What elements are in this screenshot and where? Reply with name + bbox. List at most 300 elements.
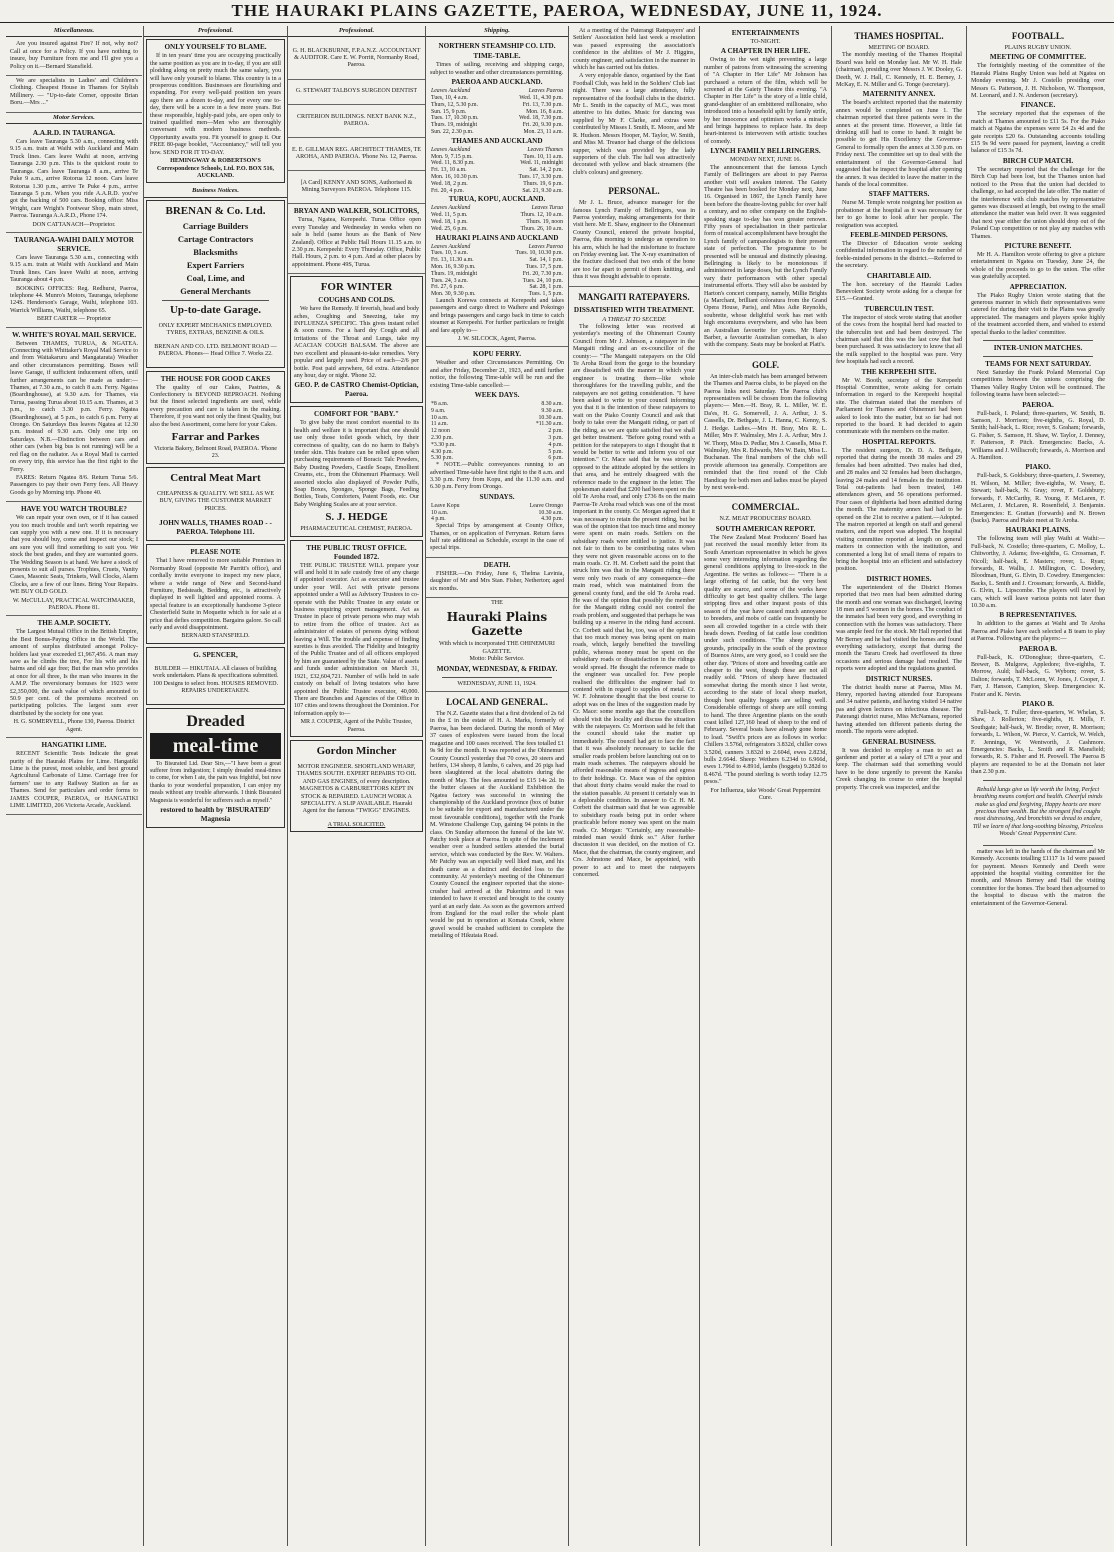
timetable-row bbox=[430, 449, 564, 456]
personal-article bbox=[569, 181, 699, 286]
timetable-cell: 8.30 a.m. bbox=[541, 401, 563, 407]
timetable-cell: Sat. 14, 1 p.m. bbox=[529, 257, 563, 264]
article-body: An inter-club match has been arranged between the Thames and Paeroa clubs, to be played on the Paeroa links next Saturday. The Paeroa club's representatives will be chosen from the following players:— Men.—H. Bray, R. L. Miller, W. E. Da'es, H. G. Somervell, J. A. Arthur, J. S. Cassells, Dr. Bethgate, J. L. Hanna, C. Kenny, S. J. Hedge. Ladies.—Mrs H. Bray, Mrs R. L. Miller, Mrs F. Walmsley, Mrs J. A. Arthur, Mrs J. W. Thorp, Miss D. Pedlar, Mrs J. Cassells, Miss F. Walmsley, Mrs R. Edwards, Mrs W. Bain, Miss L. Buchanan. The final numbers of the club will provide afternoon tea generally. Competitors are reminded that the first round of the Club Handicap for both men and ladies must be played by next week-end. bbox=[704, 373, 827, 491]
ad-title: Up-to-date Garage. bbox=[169, 303, 262, 316]
article-body: The hon. secretary of the Hauraki Ladies Benevolent Society wrote asking for a cheque for £15.—Granted. bbox=[836, 281, 962, 303]
timetable-header-row bbox=[430, 205, 564, 212]
business-card bbox=[288, 138, 425, 171]
timetable-heading: SUNDAYS. bbox=[479, 492, 515, 501]
timetable-cell: 4 p.m. bbox=[548, 441, 563, 448]
timetable-cell: Thurs. 12, 10 a.m. bbox=[520, 212, 563, 219]
timetable-cell: Tues. 24, 10 p.m. bbox=[522, 277, 563, 284]
ad-title: Central Meat Mart bbox=[170, 471, 261, 484]
ad-text: We can repair your own own, or if it has caused you too much trouble and isn't worth repairing we can supply you with a new one. If it is necessary that you should buy, come and inspect our stock; I am sure you will find something to suit you. We stock the best grades, and they are warranted goers. The Wedding Season is at hand. We have a stock of presents to suit all purses. Trophies, Cruets, Vanity Cases, Masonic Seats, Trinkets, Wall Clocks, Alarm Clocks, are a few of our lines. Bring Your Repairs. WE BUY OLD GOLD. bbox=[10, 515, 138, 596]
ad-signature: W. McCULLAY, PRACTICAL WATCHMAKER, PAEROA. Phone 81. bbox=[12, 597, 136, 611]
kopu-ferry-timetable bbox=[426, 347, 568, 557]
golf-article bbox=[700, 355, 831, 498]
ladies-clothing-ad bbox=[6, 76, 142, 113]
subsection-title: MEETING OF COMMITTEE. bbox=[989, 53, 1087, 62]
subsection-title: PICTURE BENEFIT. bbox=[1004, 241, 1072, 250]
timetable-cell: Leaves Thames bbox=[527, 146, 563, 153]
team-list: Full-back, S. Goldsbury; three-quarters, J. Sweeney, H. Wilson, M. Miller; five-eighths, W. Vesey, E. Stewart; half-back, N. Gray; rover, F. Goldsbury; forwards, F. McCarthy, R. Young, F. McLaren, F. McLaren, J. McLaren, R. Rosenfield, J. Benjamin. Emergencies: E. Grattan (forwards) and N. Brown (backs). Paeroa and Piako meet at Te Aroha. bbox=[971, 473, 1105, 524]
nameplate-the: THE bbox=[491, 600, 503, 607]
verse-ad: Rebuild lungs give us life worth the living, Perfect breathing means comfort and health. Cheerful minds make us glad and forgiving, Happy hearts are more precious than wealth. But the strongest find coughs most distressing, And bronchitis we dread to endure, Till we learn of that long-soothing blessing, Priceless Woods' Great Peppermint Cure. bbox=[972, 786, 1104, 838]
column-heading: Professional. bbox=[288, 26, 425, 37]
ad-text: Cars leave Tauranga 5.30 a.m., connecting with 9.15 a.m. train at Waihi with Auckland and Main Truck lines. Cars leave Waihi at noon, arriving Tauranga 2.30 p.m. This is the quickest route to Tauranga. Cars leave Tauranga 8 a.m., arrive Te Puke 9 a.m., arrive Rotorua 12 noon. Cars leave Rotorua 1.30 p.m., arrive Te Puke 4 p.m., arrive Tauranga 5 p.m. When you ride A.A.R.D. you've got the backing of 500 cars. Booking office: Miss Wright, care Wright's Footwear Shop, main street, Paeroa. Tauranga A.A.R.D., Phone 174. bbox=[10, 139, 138, 220]
ad-title: BRYAN AND WALKER, SOLICITORS, bbox=[293, 207, 420, 216]
subsection-title: GENERAL BUSINESS. bbox=[862, 737, 936, 746]
ad-title: THE PUBLIC TRUST OFFICE. Founded 1872. bbox=[306, 543, 407, 561]
timetable-cell: Mon. 9, 7.15 p.m. bbox=[431, 153, 473, 160]
card-text: CRITERION BUILDINGS. NEXT BANK N.Z., PAEROA. bbox=[296, 113, 417, 127]
timetable-cell: Leaves Auckland bbox=[431, 205, 471, 212]
timetable-table bbox=[430, 244, 564, 298]
timetable-row bbox=[430, 257, 564, 264]
timetable-note: Weather and other Circumstances Permitting. On and after Friday, December 21, 1923, and until further notice, the following Time-table will be run and the existing Time-table cancelled:— bbox=[430, 360, 564, 389]
timetable-header-row bbox=[430, 244, 564, 251]
ad-text: BUILDER — HIKUTAIA. All classes of building work undertaken. Plans & specifications submitted. 100 Designs to select from. HOUSES REMOVED. REPAIRS UNDERTAKEN. bbox=[152, 665, 279, 695]
column-heading: Shipping. bbox=[426, 26, 568, 37]
service-line: Coal, Lime, and bbox=[186, 272, 245, 283]
timetable-row bbox=[430, 167, 564, 174]
entertainments-section bbox=[700, 26, 831, 355]
article-headline: A CHAPTER IN HER LIFE. bbox=[720, 47, 811, 56]
timetable-row bbox=[430, 264, 564, 271]
column-professional bbox=[143, 26, 287, 1546]
timetable-cell: 2.30 p.m. bbox=[431, 434, 453, 441]
ad-text: Turua, Ngatea, Kerepeehi. Turua Office open every Tuesday and Wednesday in weeks when no sale is held (same hours as the Bank of New Zealand). Office at Public Hall Hours 11.15 a.m. to 2.30 p.m. Kerepeehi: Every Thursday. Office, Public Hall. Hours, 2 p.m. to 4 p.m. And at other places by appointment. Phone 49S, Turua. bbox=[292, 217, 421, 268]
timetable-cell: Sun. 22, 2.30 p.m. bbox=[431, 129, 474, 135]
team-list: Full-back, T. Fuller; three-quarters, W. Whelan, S. Shaw, J. Rollerton; five-eighths, H. Mills, F. Southgate; half-back, W. Brodie; rover, R. Morrison; forwards, L. Wilson, W. Pierce, V. Carrick, W. Welch, F. Jennings, W. Wentworth, J. Cashmore. Emergencies: Backs, L. Smith and R. Mansfield; forwards, R. S. Fisher and H. Peowell. The Paeroa B players are requested to be at the Domain not later than 2.30 p.m. bbox=[971, 710, 1105, 776]
column-hospital bbox=[831, 26, 966, 1546]
timetable-cell: 5 p.m. bbox=[548, 448, 563, 455]
article-body: The monthly meeting of the Thames Hospital Board was held on Monday last. Mr W. H. Hale (chairman), presiding over Messrs J. W. Dooley, G. Deeth, W. J. Hall, C. Kennedy, H. E. Berney, J. McKay, E. N. Miller and G. Tonge (secretary). bbox=[836, 52, 962, 89]
article-body: The resident surgeon, Dr. D. A. Bethgate, reported that during the month 38 males and 29 females had been admitted. Two males had died, and 28 males and 32 females had been discharges, leaving 24 males and 14 females in the institution. Total out-patients had been treated, 149 attendances given, and 56 operations performed. Four cases of diphtheria had been admitted during the month. The maternity annex had had to be opened on the 21st to receive a patient.—Adopted. The matron reported at length on staff and general matters, and the report was adopted. The hospital visiting committee reported at length on general matters in connection with the institution, and commented a long list of small items of repairs to bring the hospital into an efficient and satisfactory position. bbox=[836, 447, 962, 573]
timetable-row bbox=[430, 284, 564, 291]
timetable-cell: Sat. 28, 1 p.m. bbox=[529, 284, 563, 291]
timetable-note: * NOTE.—Public conveyances running to an advertised Time-table have first right to the 8 a.m. and 3.30 p.m. Ferry from Kopu, and the 11.30 a.m. and 6.30 p.m. Ferry from Orongo. bbox=[430, 462, 564, 491]
ad-signature: BERT CARTER — Proprietor bbox=[36, 316, 112, 323]
ad-text: Cars leave Tauranga 5.30 a.m., connecting with 9.15 a.m. train at Waihi with Auckland and Main Trunk lines. Cars leave Waihi at noon, arriving Tauranga about 4 p.m. bbox=[10, 254, 138, 284]
timetable-row bbox=[430, 421, 564, 428]
article-body: The announcement that the famous Lynch Family of Bellringers are about to pay Paeroa another visit will awaken interest. The Gaiety Theatre has been booked for Monday next, June 16. Organised in 1867, the Lynch Family have been before the theatre-loving public for over half a century, and no other company on the English-speaking stage to-day has won greater renown. Fifty years of specialisation in their particular form of musical accomplishment have brought the Lynch family of campanologists to their present state of perfection. The programme to be presented will be unusual and distinctly pleasing. Bellringing is likely to be monotonous if administered in large doses, but the Lynch Family vary their performances with other special instrumental efforts. They will also be assisted by Harton's concert company, namely, Millie Brights (a Marchant, brilliant coloratura from the Grand Opera House, Paris), and Miss Adie Reynolds, soubrette, whose delightful work has met with high encomiums everywhere, and who has been an Australian favourite for years. Mr Harry Barber, a favourite Australian comedian, is also with the company. Seats may be booked at Platt's. bbox=[704, 164, 827, 349]
team-list: The following team will play Waihi at Waihi:— Full-back, N. Costello; three-quarters, C. Molloy, L. Chitworthy, J. Adams; five-eighths, G. Crossman, F. Nicoll; half-back, E. Masters; rover, L. Ryan; forwards, R. Wallis, J. Millington, C. Dowdery, Bloodman, Hunt, G. Elvin, D. Cowdrey. Emergencies: Backs, L. Smith and J. Crossman; forwards, A. Biddle, G. Elvin, L. Lipscombe. The players will travel by cars, which will leave various points not later than 10.30 a.m. bbox=[971, 536, 1105, 609]
article-body: In addition to the games at Waihi and Te Aroha Paeroa and Piako have each selected a B team to play at Paeroa. Following are the players:— bbox=[971, 621, 1105, 643]
ad-text: To Bisurated Ltd. Dear Sirs,—"I have been a great sufferer from indigestion; I simply dreaded meal-times to come, for when I ate, the pain was frightful, but now thanks to your wonderful preparation, I can enjoy my meals without any trouble afterwards. I think Bisurated Magnesia is wonderful for sufferers such as myself." bbox=[150, 760, 281, 804]
timetable-cell: 9.30 a.m. bbox=[541, 407, 563, 414]
ad-text: MOTOR ENGINEER. SHORTLAND WHARF, THAMES SOUTH. EXPERT REPAIRS TO OIL AND GAS ENGINES, of every description. MAGNETOS & CARBURETTORS KEPT IN STOCK & REPAIRED. LAUNCH WORK A SPECIALITY. A SLIP AVAILABLE. Hauraki Agent for the famous "TWIGG" ENGINES. bbox=[296, 764, 417, 815]
ad-text: We have the Remedy. If feverish, head and body aches, Coughing and Sneezing, take my INFLUENZA SPECIFIC. This gives instant relief & soon cures. For a hard dry Cough and all irritations of the Throat and Lungs, take my ACACIAN COUGH BALSAM. The above are two excellent and pleasant-to-take remedies. Very popular and largely used. Price of each—2/6 per bottle. Post paid anywhere, 6d extra. Attendance any hour, day or night. 'Phone 32. bbox=[294, 306, 419, 379]
article-subheadline: N.Z. MEAT PRODUCERS' BOARD. bbox=[719, 516, 812, 523]
mangaiti-article bbox=[569, 287, 699, 884]
solicitors-ad bbox=[288, 204, 425, 274]
ad-text: To give baby the most comfort essential to its health and welfare it is important that one should use only those toilet goods which, by their correctness of quality, can do no harm to Baby's tender skin. This feature can be relied upon when purchasing requirements of Boracic Talc Powders, Baby Dusting Powders, Castile Soaps, Emollient Creams, etc., from the Ohinemuri Pharmacy. Well assorted stocks also displayed of Powder Puffs, Soap Boxes, Sponges, Sponge Bags, Feeding Bottles, Teats, Comforters, Patent Foods, etc. Our Baby Weighing Scales are at your service. bbox=[294, 420, 419, 508]
timetable-cell: Tues. 24, 3 a.m. bbox=[431, 277, 468, 284]
article-subheadline: DISSATISFIED WITH TREATMENT. bbox=[573, 305, 695, 314]
issue-date: WEDNESDAY, JUNE 11, 1924. bbox=[457, 680, 537, 687]
article-body: It was decided to employ a man to act as gardener and porter at a salary of £78 a year and keep. The chairman said that something would have to be done urgently to prevent the Karaka Creek changing its course to enter the hospital property. The creek was inspected, and the bbox=[836, 747, 962, 791]
timetable-row bbox=[430, 401, 564, 408]
article-body: The secretary reported that the expenses of the match at Thames amounted to £11 5s. For the Piako match at Ngatea the expenses were £4 2s 4d and the gate receipts £20 6s. Outstanding accounts totalling £15 9s 9d were passed for payment, leaving a credit balance of £15 3s 7d. bbox=[971, 111, 1105, 155]
ad-signature: A TRIAL SOLICITED. bbox=[327, 821, 386, 828]
timetable-cell: *11.30 a.m. bbox=[535, 421, 563, 428]
nameplate-title: Hauraki Plains Gazette bbox=[446, 610, 548, 639]
article-headline: LYNCH FAMILY BELLRINGERS. bbox=[710, 147, 821, 156]
timetable-cell: 3 p.m. bbox=[548, 434, 563, 441]
article-subheadline: SOUTH AMERICAN REPORT. bbox=[715, 524, 816, 533]
ad-text: Are you insured against Fire? If not, why not? Call at once for a Policy. If you have nothing to insure, buy Furniture from me and I'll give you a Policy on it.—Bernard Stansfield. bbox=[10, 41, 138, 70]
article-body: matter was left in the hands of the chairman and Mr Kennedy. Accounts totalling £1117 1s 1d were passed for payment. Messrs Kennedy and Deeth were appointed the hospital visiting committee for the month, and Messrs Berney and Hall the visiting committee for the homes. The board then adjourned to the hospital to discuss with the matron the entertainment of the Governor-General. bbox=[971, 848, 1105, 907]
timetable-cell: 10.30 a.m. bbox=[538, 414, 563, 421]
timetable-cell: Wed. 18, 2 p.m. bbox=[431, 180, 468, 187]
ad-title: HANGATIKI LIME. bbox=[41, 741, 107, 750]
timetable-cell: Leaves Auckland bbox=[431, 243, 471, 250]
article-body: At a meeting of the Paterangi Ratepayers' and Settlers' Association held last week a resolution was passed expressing the association's confidence in the abilities of Mr J. Higgins, county engineer, and satisfaction in the manner in which he has carried out his duties. bbox=[573, 28, 695, 72]
news-items bbox=[569, 26, 699, 181]
ad-title: THE A.M.P. SOCIETY. bbox=[37, 619, 111, 628]
subsection-title: INTER-UNION MATCHES. bbox=[993, 344, 1083, 352]
route-title: THAMES AND AUCKLAND bbox=[451, 136, 543, 145]
ad-signature: DON CATTANACH—Proprietor. bbox=[32, 221, 116, 228]
ad-signature: GEO. P. de CASTRO Chemist-Optician, Paeroa. bbox=[294, 381, 419, 399]
magnesia-ad bbox=[146, 708, 285, 828]
aard-ad bbox=[6, 126, 142, 233]
timetable-cell: Leave Kopu bbox=[431, 502, 460, 509]
article-headline: MANGAITI RATEPAYERS. bbox=[578, 291, 690, 302]
article-body: The district health nurse at Paeroa, Miss M. Henry, reported having attended four Europeans and 34 native patients, and having visited 14 native pas and given lectures on infectious disease. The Paterangi district nurse, Miss McNamara, reported having attended ten different patients during the month. The reports were adopted. bbox=[836, 684, 962, 736]
business-card bbox=[288, 171, 425, 204]
timetable-cell: Thurs. 19, 6 p.m. bbox=[523, 180, 563, 187]
timetable-cell: Wed. 11, 4.30 p.m. bbox=[519, 95, 563, 102]
timetable-cell: Fri. 13, 11.30 a.m. bbox=[431, 257, 474, 264]
ad-signature: PHARMACEUTICAL CHEMIST, PAEROA. bbox=[300, 526, 413, 533]
subsection-title: TEAMS FOR NEXT SATURDAY. bbox=[985, 360, 1091, 368]
timetable-note: Special Trips by arrangement at County Office, Thames, or on application of Ferryman. Return fares half rate additional as Schedule, except in the case of special trips. bbox=[430, 523, 564, 552]
timetable-table bbox=[430, 503, 564, 523]
timetable-header-row bbox=[430, 88, 564, 95]
timetable-cell: 4.30 p.m. bbox=[541, 516, 563, 523]
motor-engineer-ad bbox=[290, 740, 423, 832]
brenan-ad bbox=[146, 200, 285, 368]
subsection-title: HOSPITAL REPORTS. bbox=[862, 437, 936, 446]
ad-text: CHEAPNESS & QUALITY. WE SELL AS WE BUY, GIVING THE CUSTOMER MARKET PRICES. bbox=[156, 490, 275, 512]
section-heading: Motor Services. bbox=[6, 113, 142, 124]
timetable-cell: Wed. 11, 8.30 p.m. bbox=[431, 160, 475, 167]
subsection-title: B REPRESENTATIVES. bbox=[999, 611, 1077, 620]
subsection-title: THE KERPEEHI SITE. bbox=[861, 367, 937, 376]
timetable-cell: Mon. 16, 9.30 p.m. bbox=[431, 263, 476, 270]
nameplate-motto: Motto: Public Service. bbox=[469, 656, 525, 663]
ad-title: HAVE YOU WATCH TROUBLE? bbox=[20, 505, 128, 514]
card-text: G. H. BLACKBURNE, F.P.A.N.Z. ACCOUNTANT & AUDITOR. Care E. W. Porritt, Normanby Road, Paeroa. bbox=[292, 47, 421, 69]
timetable-cell: 10 a.m. bbox=[431, 414, 449, 421]
article-body: Mr J. L. Bruce, advance manager for the famous Lynch Family of Bellringers, was in Paeroa yesterday, making arrangements for their visit here. Mr E. Shaw, engineer to the Ohinemuri County Council, entered the private hospital, Paeroa, this morning to undergo an operation to his arm, which he had the misfortune to fracture on Friday evening last. The X-ray examination of the fracture disclosed that two ends of the bone are too far apart to permit of them knitting, and thus it was thought advisable to operate. bbox=[573, 200, 695, 281]
ad-signature: H. G. SOMERVELL, Phone 130, Paeroa. District Agent. bbox=[13, 719, 135, 733]
article-headline: PERSONAL. bbox=[608, 186, 660, 197]
ad-headline-bar: meal-time bbox=[150, 733, 281, 759]
timetable-heading: TIME-TABLE. bbox=[473, 52, 521, 61]
timetable-table bbox=[430, 401, 564, 462]
notice-text: FISHER.—On Friday, June 6, Thelma Lavinia, daughter of Mr and Mrs Stan. Fisher, Netherton; aged six months. bbox=[430, 570, 564, 592]
timetable-cell: Thurs. 19, noon bbox=[526, 218, 563, 225]
timetable-cell: Leaves Paeroa bbox=[528, 88, 563, 95]
timetable-row bbox=[430, 109, 564, 116]
timetable-row bbox=[430, 212, 564, 219]
subsection-title: FEEBLE-MINDED PERSONS. bbox=[850, 230, 948, 239]
steamship-timetable bbox=[426, 39, 568, 347]
timetable-cell: 12 noon bbox=[431, 428, 450, 435]
gazette-nameplate bbox=[426, 598, 568, 692]
ad-text: THE PUBLIC TRUSTEE WILL prepare your will and hold it in safe custody free of any charge if appointed executor. Act as executor and trustee under your Will. Act with private persons appointed under a Will as Advisory Trustees to co-operate with the Public Trustee in any estate or business requiring expert management. Act as Trustee in place of private persons who may wish to retire from the office of trustee. Act as administrator of estates of persons dying without leaving a Will. The trouble and expense of finding sureties is thus avoided. The Fidelity and Integrity of the Public Trustee and of all officers employed by him are guaranteed by the State. Value of assets and funds under administration on March 31, 1921, £32,604,721. Number of wills held in safe custody on behalf of living testators who have appointed the Public Trustee executor, 40,000. There are Branches and Agencies of the Office in 107 cities and towns throughout the Dominion. For information apply to— bbox=[294, 562, 419, 717]
subsection-title: STAFF MATTERS. bbox=[868, 190, 930, 199]
article-headline: THAMES HOSPITAL. bbox=[854, 31, 944, 41]
subsection-title: APPRECIATION. bbox=[1009, 282, 1067, 291]
ad-text: BOOKING OFFICES: Reg. Redhurst, Paeroa, telephone 44. Munro's Motors, Tauranga, telephone 124S. Henderson's Garage, Waihi, telephone 103. Warrick Williams, Waihi, telephone 65. bbox=[10, 285, 138, 314]
ad-headline: Dreaded bbox=[186, 712, 245, 730]
timetable-row bbox=[430, 160, 564, 167]
ad-title: THE HOUSE FOR GOOD CAKES bbox=[160, 374, 271, 383]
business-card bbox=[288, 105, 425, 138]
card-text: G. STEWART TALBOYS SURGEON DENTIST bbox=[295, 87, 418, 94]
timetable-row bbox=[430, 174, 564, 181]
article-headline: COMMERCIAL. bbox=[731, 502, 800, 513]
timetable-cell: Tues. 1, 5 p.m. bbox=[528, 291, 563, 298]
football-article bbox=[967, 26, 1109, 912]
timetable-cell: 2 p.m. bbox=[548, 428, 563, 435]
fire-insurance-ad bbox=[6, 39, 142, 76]
timetable-cell: Leaves Auckland bbox=[431, 88, 471, 95]
timetable-row bbox=[430, 428, 564, 435]
accountancy-ad bbox=[146, 39, 285, 183]
team-title: PIAKO B. bbox=[1022, 700, 1054, 709]
pharmacy-ad bbox=[290, 406, 423, 536]
subheading: MONDAY NEXT, JUNE 16. bbox=[729, 157, 802, 164]
ad-text: That I have removed to more suitable Premises in Normanby Road (opposite Mr Parritt's office), and cordially invite everyone to inspect my new place, where a wide range of New and Second-hand Furniture, Bedsteads, Bedding, etc., is attractively displayed in well lighted and appointed rooms. A special feature is an exceptionally handsome 3-piece Chesterfield Suite in Moquette which is for sale at a price that defies competition. Bargains galore. So call early and avoid disappointment. bbox=[150, 558, 281, 631]
subsection-title: CHARITABLE AID. bbox=[866, 271, 932, 280]
timetable-row bbox=[430, 181, 564, 188]
subheading: TO-NIGHT. bbox=[750, 39, 781, 45]
business-card bbox=[288, 80, 425, 106]
team-title: PIAKO. bbox=[1025, 463, 1051, 472]
article-body: The superintendent of the District Homes reported that two men had been admitted during the month and one woman was discharged, leaving 18 men and 5 women in the homes. The conduct of the inmates had been very good, and everything in connection with the homes was satisfactory. There was ample feed for the stock. Mr Hall reported that Mr Berney and he had visited the homes and found everything satisfactory, except that during the month the Tararu Creek had overflowed its three occasions and serious damage had resulted. The reports were adopted and the regulations granted. bbox=[836, 584, 962, 673]
ad-title: NORTHERN STEAMSHIP CO. LTD. bbox=[438, 42, 556, 51]
team-title: PAEROA B. bbox=[1019, 644, 1057, 653]
article-subheadline: MEETING OF BOARD. bbox=[868, 45, 930, 51]
timetable-cell: Tues, 10, 4 a.m. bbox=[431, 95, 468, 102]
timetable-cell: Wed. 11, 5 p.m. bbox=[431, 212, 468, 219]
timetable-table bbox=[430, 205, 564, 232]
timetable-row bbox=[430, 102, 564, 109]
timetable-cell: *3.30 p.m. bbox=[431, 441, 456, 448]
ad-text: The quality of our Cakes, Pastries, & Confectionery is BEYOND REPROACH. Nothing but the finest selected ingredients are used, while every precaution and care is taken in the making. Therefore, if you want not only the finest Quality, but also the best Assortment, come here for your Cakes. bbox=[150, 384, 281, 428]
meat-mart-ad bbox=[146, 467, 285, 541]
ad-text: If in ten years' time you are occupying practically the same position as you are in to-day, if you are still plodding along on pretty much the same salary, you will have only yourself to blame. This country is in a prosperous condition. Businesses are flourishing and expanding. For every well-paid position ten years ago there are a dozen to-day, and for every one to-day, there will be a score in a few more years. But these responsible, highly-paid jobs, are open only to trained qualified men—Men who are thoroughly conversant with modern business methods. Opportunity awaits you. Fit yourself to grasp it. Our FREE 80-page booklet, "Accountancy," will tell you how. SEND FOR IT TO-DAY. bbox=[150, 53, 281, 156]
ad-signature: Victoria Bakery, Belmont Road, PAEROA. 'Phone 23. bbox=[154, 446, 277, 460]
column-entertainments bbox=[699, 26, 831, 1546]
ad-title: TAURANGA-WAIHI DAILY MOTOR SERVICE. bbox=[14, 235, 134, 253]
card-text: [A Card] KENNY AND SONS, Authorised & Mining Surveyors PAEROA. Telephone 115. bbox=[300, 179, 413, 193]
service-line: Carriage Builders bbox=[182, 220, 249, 231]
timetable-cell: Thurs, 12, 5.30 p.m. bbox=[431, 101, 479, 108]
timetable-header-row bbox=[430, 147, 564, 154]
timetable-row bbox=[430, 122, 564, 129]
ad-title: FOR WINTER bbox=[320, 281, 393, 294]
ad-title: ONLY YOURSELF TO BLAME. bbox=[164, 43, 267, 52]
timetable-row bbox=[430, 226, 564, 233]
article-body: The fortnightly meeting of the committee of the Hauraki Plains Rugby Union was held at Ngatea on Monday evening. Mr J. Costello presiding over Messrs G. Patterson, J. H. Nicholson, W. Thompson, M. Leonard, and J. N. Anderson (secretary). bbox=[971, 63, 1105, 100]
column-news bbox=[568, 26, 699, 1546]
article-headline: LOCAL AND GENERAL. bbox=[446, 697, 548, 708]
timetable-table bbox=[430, 88, 564, 136]
furniture-notice-ad bbox=[146, 544, 285, 643]
nameplate-subtitle: With which is incorporated THE OHINEMURI GAZETTE. bbox=[439, 641, 555, 655]
column-professional-cards bbox=[287, 26, 425, 1546]
article-subheadline: PLAINS RUGBY UNION. bbox=[1004, 45, 1072, 51]
timetable-cell: Leaves Auckland bbox=[431, 146, 471, 153]
timetable-row bbox=[430, 219, 564, 226]
article-body: The Piako Rugby Union wrote stating that the generous manner in which their representatives were catered for during their visit to the Plains was greatly appreciated. The managers and players spoke highly of the treatment accorded them, and wished to extend special thanks to the ladies' committee. bbox=[971, 292, 1105, 336]
timetable-cell: Leaves Paeroa bbox=[528, 243, 563, 250]
timetable-cell: 4 p.m. bbox=[431, 516, 446, 523]
ad-text: RECENT Scientific Tests Indicate the great purity of the Hauraki Plains for Lime. Hangatiki Lime is the purest, most soluble, and best ground Agricultural Carbonate of Lime. Carriage free for farmers' use to any Railway Station as far as Thames. Send for particulars and order forms to JAMES COUPER, PAEROA, or HANGATIKI LIME LIMITED, 206 Victoria Arcade, Auckland. bbox=[10, 751, 138, 809]
article-body: The Director of Education wrote seeking confidential information in regard to the number of feeble-minded persons in the district.—Referred to the secretary. bbox=[836, 240, 962, 270]
ad-text: FARES: Return Ngatea 8/6. Return Turua 5/6. Passengers to pay their own Ferry fees. All Heavy Goods go by Morning trip. Phone 40. bbox=[10, 474, 138, 496]
team-list: Full-back, K. O'Donoghue; three-quarters, C. Brewer, B. Mulgrew, Appledore; five-eighths, T. Morrow, Auld; half-back, G. Wyborn; rover, S. Dalton; forwards, T. McLoren, W. Jones, J. Cooper, J. Farr, J. Hanson, Campion, Sleep. Emergencies: K. Frater and K. Nevin. bbox=[971, 654, 1105, 698]
timetable-row bbox=[430, 188, 564, 195]
ad-text: ONLY EXPERT MECHANICS EMPLOYED. TYRES, EXTRAS, BENZINE & OILS. bbox=[158, 322, 273, 337]
timetable-row bbox=[430, 442, 564, 449]
route-title: PAEROA AND AUCKLAND. bbox=[451, 78, 543, 87]
article-body: The board's architect reported that the maternity annex would be completed on June 1. The chairman reported that three patients were in the annex at the present time. However, a little fat drinking still had to come to hand. It might be possible to get His Excellency the Governor-General to formally open the annex at 3.30 p.m. on Friday next. The committee set up to deal with the entertainment of the Governor-General had suggested that he inspect the hospital after opening the annex. It was decided to leave the matter in the hands of the local committee. bbox=[836, 100, 962, 188]
timetable-cell: 11 a.m. bbox=[431, 421, 449, 428]
hospital-article bbox=[832, 26, 966, 796]
column-heading: Miscellaneous. bbox=[6, 26, 142, 37]
subsection-title: DISTRICT NURSES. bbox=[865, 674, 933, 683]
timetable-row bbox=[430, 95, 564, 102]
cakes-ad bbox=[146, 371, 285, 464]
timetable-cell: Thurs. 26, 10 a.m. bbox=[520, 225, 563, 232]
timetable-cell: Fri. 13, 10 a.m. bbox=[431, 167, 467, 174]
timetable-row bbox=[430, 129, 564, 136]
section-heading: Business Notices. bbox=[144, 186, 287, 197]
service-line: Blacksmiths bbox=[193, 246, 238, 257]
chemist-ad bbox=[290, 276, 423, 403]
article-body: The secretary reported that the challenge for the Birch Cup had been lost, but the Thames union had noticed to the Press that the union had decided to challenge, so had accepted the late offer. The matter of the interference with club matches by representative games was discussed at length, but owing to the small attendance the matter was held over. It was suggested that next year either the union should drop out of the Poland Cup competition or not play any matches with Thames. bbox=[971, 166, 1105, 240]
ad-signature: BRENAN AND CO. LTD. BELMONT ROAD — PAEROA. Phones— Head Office 7. Works 22. bbox=[154, 343, 277, 358]
ad-signature: HEMINGWAY & ROBERTSON'S Correspondence Schools, Ltd. P.O. BOX 516, AUCKLAND. bbox=[156, 158, 275, 179]
timetable-row bbox=[430, 291, 564, 298]
timetable-cell: Thurs. 19, midnight bbox=[431, 122, 478, 129]
timetable-cell: Sat. 14, 2 p.m. bbox=[529, 167, 563, 174]
ad-name: S. J. HEDGE bbox=[325, 511, 388, 524]
article-body: Mr W. Booth, secretary of the Kerepeehi Hospital Committee, wrote asking for certain information in regard to the Kerepeehi hospital site. The chairman stated that the members of Parliament for Thames and Ohinemuri had been asked to look into the matter, but so far had not reported to the board. It had decided to again communicate with the members on the matter. bbox=[836, 377, 962, 436]
service-line: General Merchants bbox=[180, 285, 251, 296]
route-title: HAURAKI PLAINS AND AUCKLAND bbox=[435, 233, 559, 242]
timetable-cell: Tues. 10, 11 a.m. bbox=[523, 153, 563, 160]
article-body: The N.Z. Gazette states that a first dividend of 2s 6d in the £ in the estate of H. A. Marks, formerly of Paeroa, has been declared. During the month of May 37 cases of explosives were issued from the local magazine and 100 cases received. The fees totalled £1 9s 9d for the month. It was reported at the Ohinemuri County Council yesterday that 70 cows, 20 steers and heifers, 134 sheep, 8 lambs, 6 calves, and 26 pigs had been slaughtered at the local abattoirs during the month of May. The fees amounted to £15 14s 2d. In the butter classes at the Auckland Exhibition the Ngatea factory was successful in winning the championship of the Auckland province (box of butter to be suitable for export and manufactured under the most favourable conditions), together with the Frank M. Winstone Challenge Cup, gaining 94 points in the class. On Sunday afternoon the funeral of the late W. Patchy took place at Paeroa. In spite of the inclement weather over a hundred settlers attended the burial service, which was conducted by the Rev. W. Walters. Mr Patchy was an especially well liked man, and his death came as a distinct and decided loss to the community. At yesterday's meeting of the Ohinemuri County Council the engineer reported that the stone-crusher had arrived at the Pukerimu and it was intended to have it erected and brought to the county yard at an early date. As soon as the governors arrived from England for the road roller the whole plant would be put in operation at Komata Creek, where gravel would be crushed sufficient to complete the metalling of Hikutaia Road. bbox=[430, 711, 564, 940]
timetable-row bbox=[430, 435, 564, 442]
ad-text: We are specialists in Ladies' and Children's Clothing. Cheapest House in Thames for Stylish Millinery. — "Up-to-date Corner, opposite Brian Boru.—Mrs ..." bbox=[10, 78, 138, 107]
timetable-cell: 9 a.m. bbox=[431, 407, 446, 414]
card-text: E. E. GILLMAN REG. ARCHITECT THAMES, TE AROHA, AND PAEROA. 'Phone No. 12, Paeroa. bbox=[292, 146, 421, 160]
ad-title: KOPU FERRY. bbox=[472, 350, 522, 359]
timetable-cell: Fri. 27, 6 p.m. bbox=[431, 284, 465, 291]
timetable-row bbox=[430, 415, 564, 422]
service-line: Expert Farriers bbox=[186, 259, 245, 270]
ad-title: G. SPENCER, bbox=[193, 650, 238, 659]
timetable-cell: 6 p.m. bbox=[548, 455, 563, 462]
timetable-cell: Fri. 13, 7.30 p.m. bbox=[522, 101, 563, 108]
timetable-row bbox=[430, 250, 564, 257]
death-notice bbox=[426, 558, 568, 598]
timetable-cell: Sat. 21, 9.30 a.m. bbox=[522, 187, 563, 194]
ad-title: COMFORT FOR "BABY." bbox=[314, 410, 399, 419]
timetable-cell: Tues. 17, 10.30 p.m. bbox=[431, 115, 479, 122]
article-body: The New Zealand Meat Producers' Board has just received the usual monthly letter from its South American representative in which he gives some very interesting information regarding the general conditions applying to live-stock in the Argentine. He writes as follows:— "There is a large offering of fat cattle, but the very best quality are scarce, and some of the works have difficulty to get best quality chillers. The large stripping fires and other inquest posts of this season of the year have caused much annoyance to breeders, and mobs of cattle can frequently be seen all crowded together in a circle with their heads down. Feeding of fat cattle lose condition under such conditions. "The sheep grazing grounds, principally in the south of the province of Buenos Aires, are very good, so I could see the other day. "Prices of store and breeding cattle are cheaper to the west, though these are not all readily sold. "Prices of sheep have fluctuated somewhat during the month since I last wrote, according to the state of local sheep market, though best quality hoggets are selling well. Considerable offerings of sheep are still coming to hand. The three Argentine plants on the south coast killed 127,160 head of sheep to the end of February. Several boats have already gone home to load. "Swift's prices are as follows in works: Chillers 3.576d, refrigerators 3.832d, chiller cows 3.520d, canners 3.832d to 2.604d, ewes 2.823d, bulls 2.664d. Sheep: Wethers 6.234d to 6.966d, ewes 1.796d to 4.891d, lambs (hoggets) 9.282d to 8.467d. "The pound sterling is worth today 12.75 pesos." bbox=[704, 534, 827, 786]
article-body: Next Saturday the Frank Poland Memorial Cup competitions between the unions comprising the Thames Valley Rugby Union will be continued. The following teams have been selected:— bbox=[971, 370, 1105, 399]
timetable-cell: Wed. 18, 7.30 p.m. bbox=[519, 115, 563, 122]
subsection-title: BIRCH CUP MATCH. bbox=[1002, 156, 1074, 165]
timetable-cell: Tues. 10, 10.30 p.m. bbox=[515, 250, 563, 257]
timetable-cell: Wed. 18, 1 p.m. bbox=[431, 218, 468, 225]
article-body: A very enjoyable dance, organised by the East Football Club, was held in the Soldiers' Club last night. There was a large attendance, fully representative of the football clubs in the district. Mr L. Smith in the capacity of M.C., was most attentive to his duties. Music for dancing was supplied by Mr F. Clarke, and extras were contributed by Misses I. Smith, E. Moore, and Mr R. Hudson. Messrs Hooper, M. Taylor, W. Smith, and Miss M. Treanor had charge of the delicious supper, which was provided by the lady supporters of the club. The hall was attractively decorated with yellow and black streamers (the club's colours) and greenery. bbox=[573, 73, 695, 176]
article-subheadline: A THREAT TO SECEDE bbox=[602, 315, 666, 323]
ad-footer: restored to health by 'BISURATED' Magnesia bbox=[160, 806, 271, 823]
column-miscellaneous bbox=[6, 26, 142, 1546]
public-trust-ad bbox=[290, 540, 423, 737]
ad-signature: BERNARD STANSFIELD. bbox=[181, 633, 250, 640]
ad-title: W. WHITE'S ROYAL MAIL SERVICE. bbox=[11, 330, 137, 339]
newspaper-masthead: THE HAURAKI PLAINS GAZETTE, PAEROA, WEDNESDAY, JUNE 11, 1924. bbox=[0, 0, 1114, 23]
column-heading: Professional. bbox=[144, 26, 287, 37]
timetable-cell: Tues. 10, 3 a.m. bbox=[431, 250, 468, 257]
timetable-cell: Thurs. 19, midnight bbox=[431, 270, 478, 277]
ad-text: Between THAMES, TURUA, & NGATEA. (Connecting with Whittaker's Royal Mail Service to and from Waitakaruru and Mangatarata) Weather and other circumstances permitting. Buses will leave Garage, if sufficient inducement offers, until further arrangements can be made as under:— Thames, at 7.30 a.m., to catch 8 a.m. Ferry. Ngatea (Boardinghouse), at 9.30 a.m. for Thames, via Turua, passing Turua about 10.15 a.m. Thames, at 3 p.m., to catch 3.30 p.m. Ferry. Ngatea (Boardinghouse), at 5 p.m., to catch 6 p.m. Ferry at Orongo. On Saturdays Bus leaves Ngatea at 12.30 p.m. instead of 9.30 a.m. Only one trip on Saturdays. N.B.—Distinction between cars and other cars (when big bus is not running) will be a red flag on the radiator. As a Royal Mail is carried on every trip, this service has the first right to the Ferry. bbox=[10, 340, 138, 473]
timetable-row bbox=[430, 115, 564, 122]
ad-title: PLEASE NOTE bbox=[190, 548, 241, 557]
timetable-cell: 10.30 a.m. bbox=[538, 509, 563, 516]
team-list: Full-back, I. Poland; three-quarters, W. Smith, B. Samson, J. Morrison; five-eighths, G. Royal, D. Smith; half-back, L. Rice; rover, S. Graham; forwards, G. Fisher, S. Samson, H. Shaw, W. Taylor, J. Denney, F. Patterson, P. Pitch. Emergencies: Backs, A. Williams and J. Williscroft; forwards, A. Morrison and A. Hamilton. bbox=[971, 410, 1105, 462]
column-football bbox=[966, 26, 1109, 1546]
ad-name: Farrar and Parkes bbox=[171, 431, 260, 444]
article-body: Nurse M. Temple wrote resigning her position as probationer at the hospital as it was necessary for her to go home to look after her people. The resignation was accepted. bbox=[836, 200, 962, 229]
timetable-cell: 5.30 p.m. bbox=[431, 455, 453, 462]
ad-title: Gordon Mincher bbox=[316, 744, 397, 757]
nameplate-days: MONDAY, WEDNESDAY, & FRIDAY. bbox=[436, 664, 558, 673]
filler-ad: For Influenza, take Woods' Great Peppermint Cure. bbox=[710, 787, 821, 801]
article-headline: FOOTBALL. bbox=[1011, 31, 1065, 41]
ad-title: BRENAN & Co. Ltd. bbox=[165, 204, 266, 217]
notice-title: DEATH. bbox=[483, 560, 511, 569]
timetable-table bbox=[430, 147, 564, 195]
route-title: TURUA, KOPU, AUCKLAND. bbox=[448, 195, 546, 204]
timetable-row bbox=[430, 503, 564, 510]
section-heading: ENTERTAINMENTS bbox=[731, 29, 800, 37]
ad-subtitle: COUGHS AND COLDS. bbox=[318, 296, 395, 305]
newspaper-page bbox=[6, 26, 1108, 1546]
team-title: PAEROA. bbox=[1022, 400, 1054, 409]
royal-mail-ad bbox=[6, 328, 142, 503]
timetable-row bbox=[430, 271, 564, 278]
timetable-row bbox=[430, 278, 564, 285]
timetable-row bbox=[430, 408, 564, 415]
service-line: Cartage Contractors bbox=[177, 233, 254, 244]
timetable-note: Launch Korewa connects at Kerepeehi and takes passengers and cargo direct to Waihere and Pokoingo and brings passengers and cargo back in time to catch steamer at Kerepeehi. For further particulars re freight and fare apply to— bbox=[430, 297, 564, 334]
ad-signature: MR J. COUPER, Agent of the Public Trustee, Paeroa. bbox=[300, 719, 413, 733]
article-headline: GOLF. bbox=[752, 359, 779, 370]
timetable-row bbox=[430, 510, 564, 517]
timetable-cell: Fri. 20, 9.30 p.m. bbox=[522, 122, 563, 129]
